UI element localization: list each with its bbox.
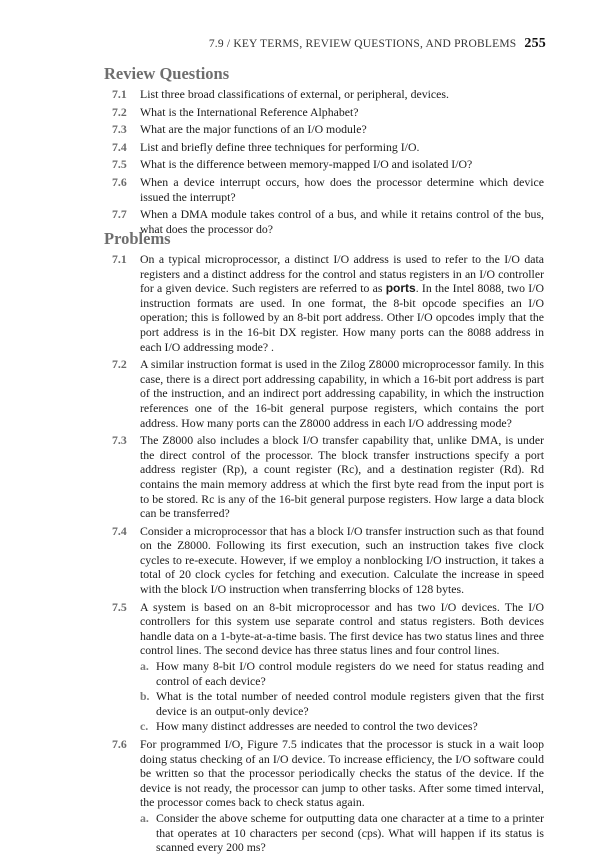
sub-question: b. What is the total number of needed control module registers given that the first device is an output-only device? bbox=[140, 689, 544, 718]
list-item: 7.1 List three broad classifications of external, or peripheral, devices. bbox=[112, 87, 449, 101]
list-item: 7.3 What are the major functions of an I/O module? bbox=[112, 122, 367, 137]
problem-7-1: 7.1 On a typical microprocessor, a distinct I/O address is used to refer to the I/O data registers and a distinct address for the control and status registers in an I/O controller for a given device. Such registers are referred to as ports. In the Intel 8088, two I/O instruction formats are used. In one format, the 8-bit opcode specifies an I/O operation; this is followed by an 8-bit port address. Other I/O opcodes imply that the port address is in the 16-bit DX register. How many ports can the 8088 address in each I/O addressing mode? . bbox=[112, 252, 544, 354]
sub-question: a. Consider the above scheme for outputting data one character at a time to a printer that operates at 10 characters per second (cps). What will happen if its status is scanned every 200 ms? bbox=[140, 810, 544, 855]
list-item: 7.5 What is the difference between memory-mapped I/O and isolated I/O? bbox=[112, 157, 473, 172]
sub-question: a. How many 8-bit I/O control module registers do we need for status reading and control of each device? bbox=[140, 659, 544, 688]
running-header bbox=[100, 36, 546, 52]
problems-heading: Problems bbox=[104, 229, 171, 248]
problems-list bbox=[104, 252, 544, 858]
list-item: 7.7 When a DMA module takes control of a bus, and while it retains control of the bus, what does the processor do? bbox=[112, 207, 544, 236]
problem-7-2: 7.2 A similar instruction format is used in the Zilog Z8000 microprocessor family. In this case, there is a direct port addressing capability, in which a 16-bit port address is part of the instruction, and an indirect port addressing capability, in which the instruction references one of the 16-bit general purpose registers, which contains the port address. How many ports can the Z8000 address in each I/O addressing mode? bbox=[112, 357, 544, 430]
problem-7-6: 7.6 For programmed I/O, Figure 7.5 indicates that the processor is stuck in a wait loop doing status checking of an I/O device. To increase efficiency, the I/O software could be written so that the processor periodically checks the status of the device. If the device is not ready, the processor can jump to other tasks. After some timed interval, the processor comes back to check status again. a. Consider the above scheme for outputting data one character at a time to a printer that operates at 10 characters per second (cps). What will happen if its status is scanned every 200 ms? bbox=[112, 737, 544, 855]
sub-question: c. How many distinct addresses are needed to control the two devices? bbox=[140, 719, 478, 734]
list-item: 7.6 When a device interrupt occurs, how does the processor determine which device issued the interrupt? bbox=[112, 174, 544, 204]
list-item: 7.2 What is the International Reference Alphabet? bbox=[112, 104, 359, 119]
review-questions-heading: Review Questions bbox=[104, 64, 230, 83]
problem-7-4: 7.4 Consider a microprocessor that has a block I/O transfer instruction such as that found on the Z8000. Following its first execution, such an instruction takes five clock cycles to re-execute. However, if we employ a nonblocking I/O instruction, it takes a total of 20 clock cycles for fetching and execution. Calculate the increase in speed with the block I/O instruction when transferring blocks of 128 bytes. bbox=[112, 523, 544, 597]
review-questions-list bbox=[104, 87, 544, 239]
list-item: 7.4 List and briefly define three techniques for performing I/O. bbox=[112, 139, 420, 154]
keyword-ports: ports bbox=[385, 281, 416, 296]
problem-7-5: 7.5 A system is based on an 8-bit microprocessor and has two I/O devices. The I/O controllers for this system use separate control and status registers. Both devices handle data on a 1-byte-at-a-time basis. The first device has two status lines and three control lines. The second device has three status lines and four control lines. a. How many 8-bit I/O control module registers do we need for status reading and control of each device? b. What is the total number of needed control module registers given that the first device is an output-only device? c. How many distinct addresses are needed to control the two devices? bbox=[112, 599, 544, 734]
page-number: 255 bbox=[524, 36, 546, 51]
running-title: 7.9 / KEY TERMS, REVIEW QUESTIONS, AND PROBLEMS bbox=[208, 38, 517, 50]
problem-7-3: 7.3 The Z8000 also includes a block I/O transfer capability that, unlike DMA, is under the direct control of the processor. The block transfer instructions specify a port address register (Rp), a count register (Rc), and a destination register (Rd). Rd contains the main memory address at which the first byte read from the input port is to be stored. Rc is any of the 16-bit general purpose registers. How large a data block can be transferred? bbox=[112, 433, 544, 521]
